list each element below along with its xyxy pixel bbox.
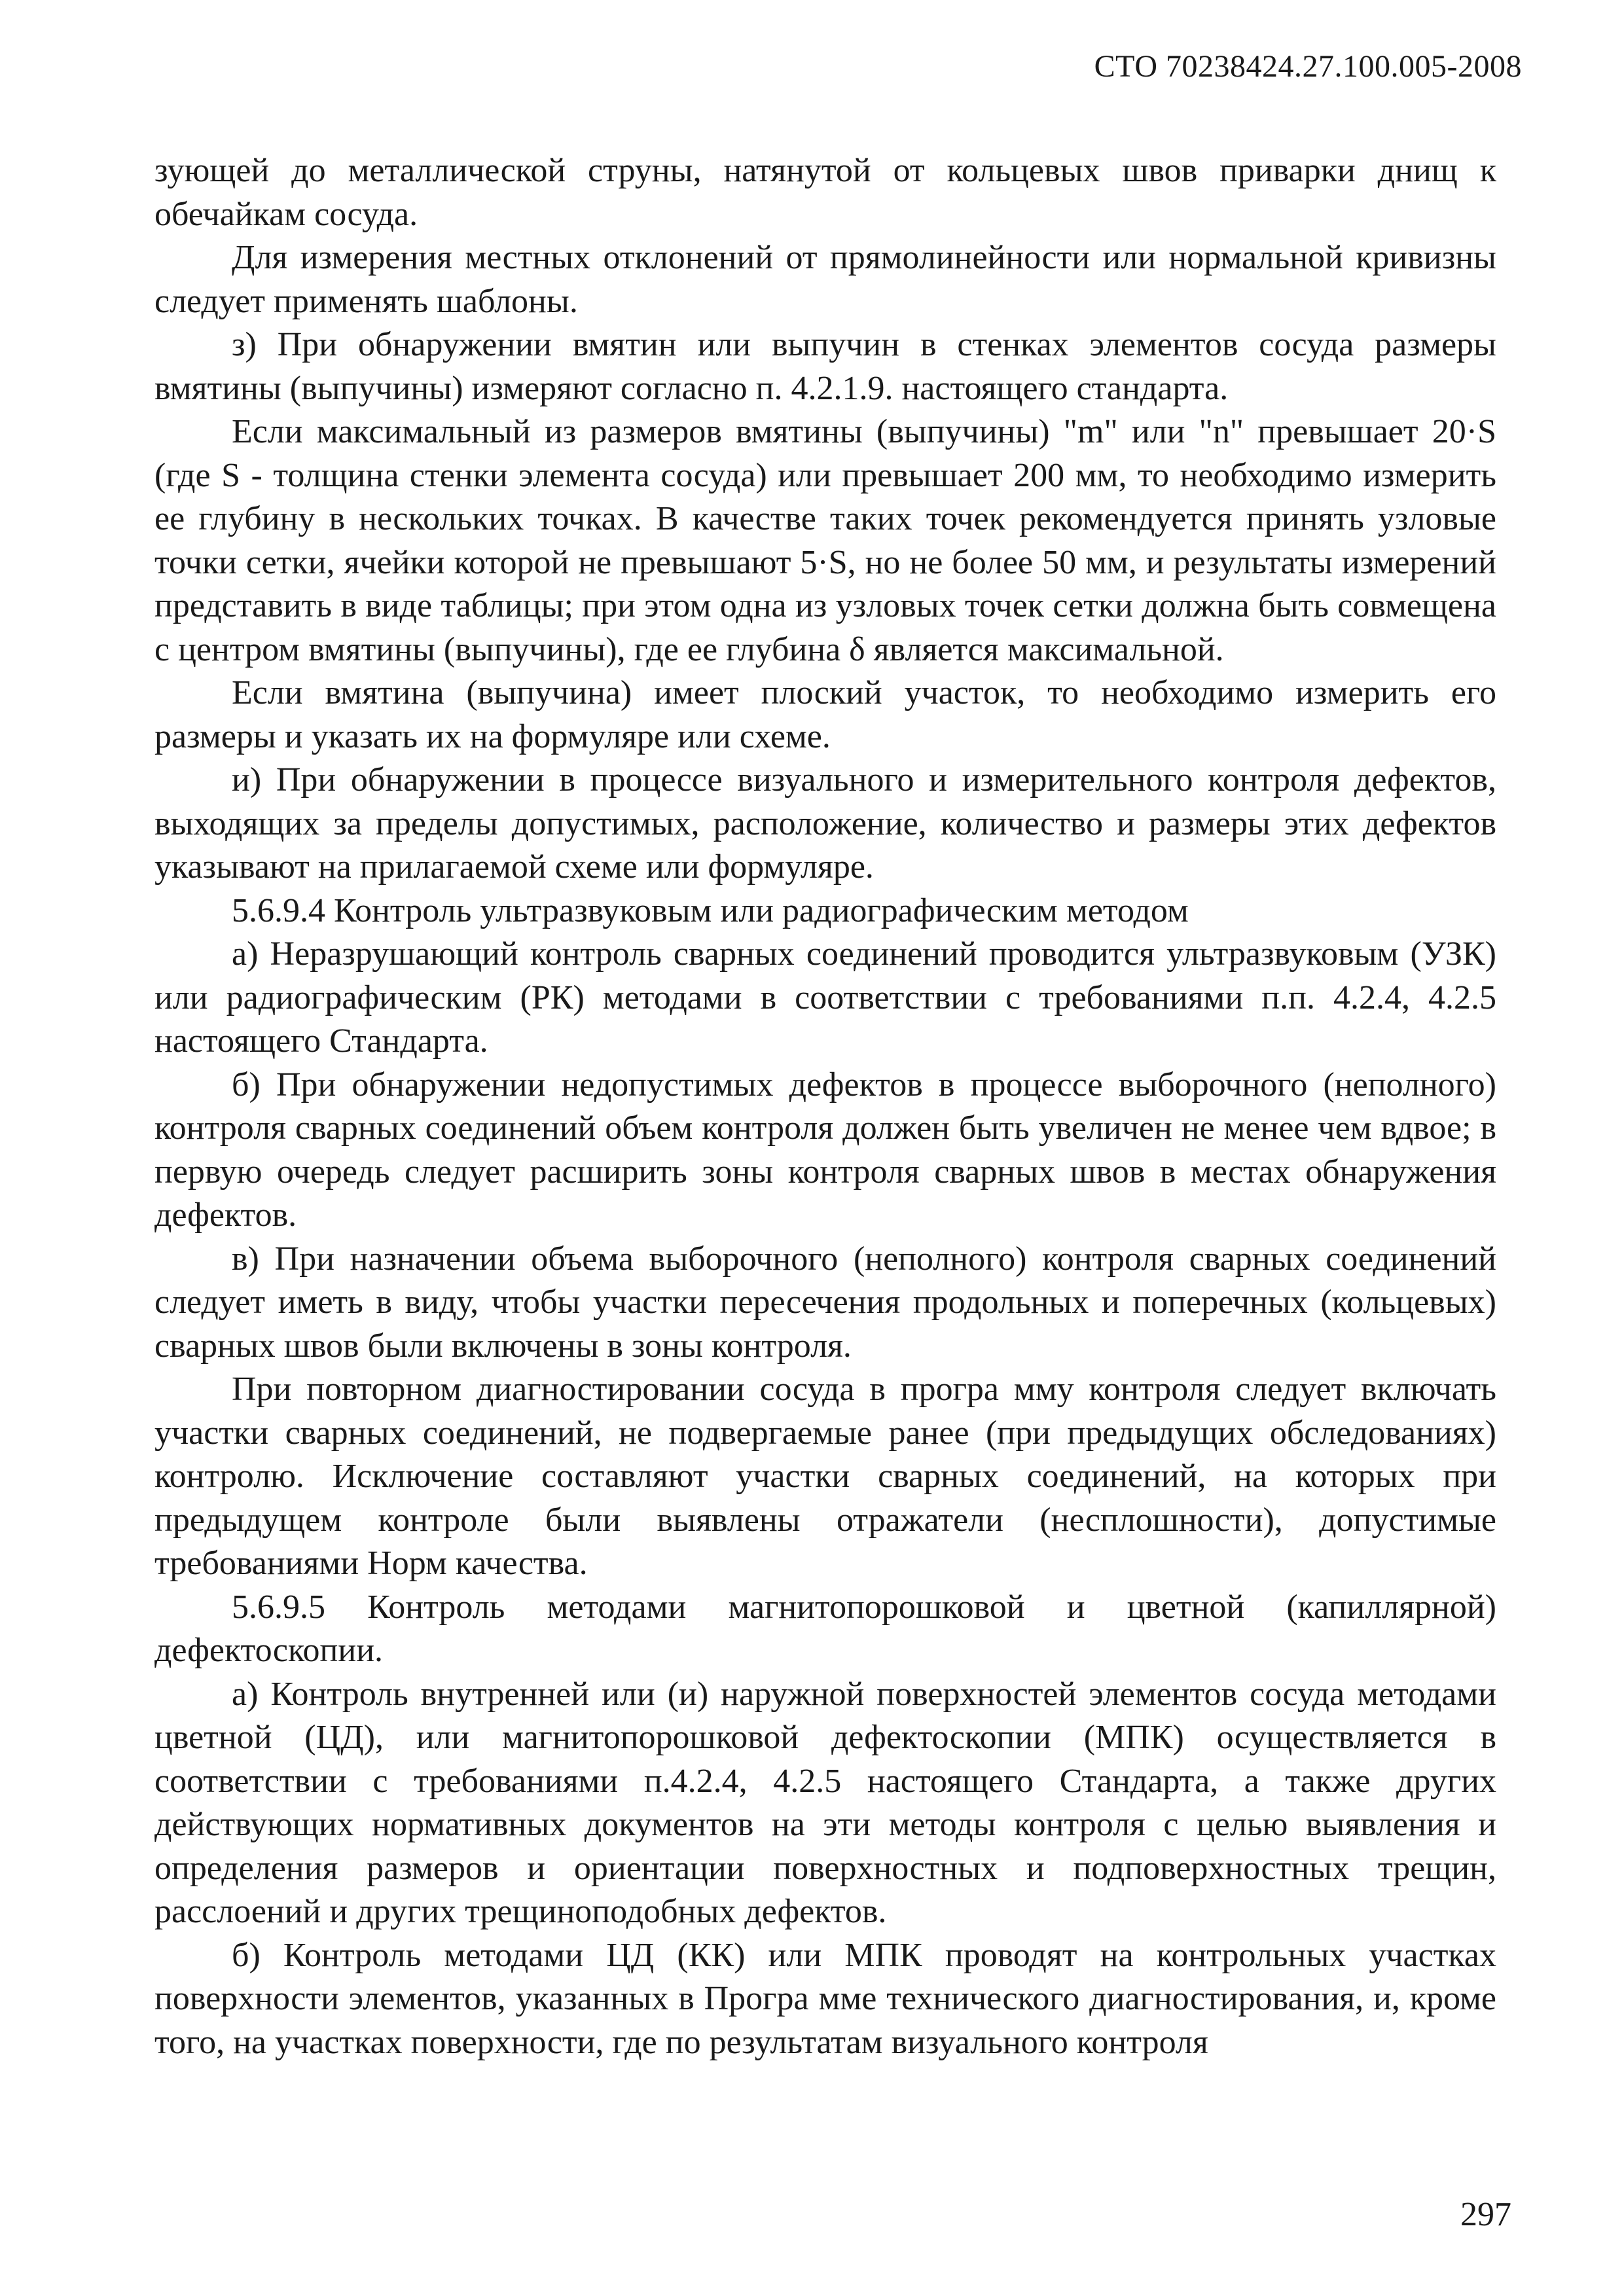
paragraph-item-z: з) При обнаружении вмятин или выпучин в стенках элементов сосуда размеры вмятины (выпучины) измеряют согласно п. 4.2.1.9. настоящего стандарта. [154, 326, 1496, 407]
paragraph-item-b-defects: б) При обнаружении недопустимых дефектов в процессе выборочного (неполного) контроля сварных соединений объем контроля должен быть увеличен не менее чем вдвое; в первую очередь следует расширить зоны контроля сварных швов в местах обнаружения дефектов. [154, 1066, 1496, 1234]
paragraph-dent-measurement: Если максимальный из размеров вмятины (выпучины) "m" или "n" превышает 20·S (где S - толщина стенки элемента сосуда) или превышает 200 мм, то необходимо измерить ее глубину в нескольких точках. В качестве таких точек рекомендуется принять узловые точки сетки, ячейки которой не превышают 5·S, но не более 50 мм, и результаты измерений представить в виде таблицы; при этом одна из узловых точек сетки должна быть совмещена с центром вмятины (выпучины), где ее глубина δ является максимальной. [154, 413, 1496, 668]
section-heading-5-6-9-4: 5.6.9.4 Контроль ультразвуковым или радиографическим методом [232, 891, 1189, 929]
paragraph-item-i: и) При обнаружении в процессе визуального и измерительного контроля дефектов, выходящих за пределы допустимых, расположение, количество и размеры этих дефектов указывают на прилагаемой схеме или формуляре. [154, 761, 1496, 886]
paragraph-repeat-diagnostics: При повторном диагностировании сосуда в програ мму контроля следует включать участки сварных соединений, не подвергаемые ранее (при предыдущих обследованиях) контролю. Исключение составляют участки сварных соединений, на которых при предыдущем контроле были выявлены отражатели (несплошности), допустимые требованиями Норм качества. [154, 1371, 1496, 1582]
paragraph-templates: Для измерения местных отклонений от прямолинейности или нормальной кривизны следует применять шаблоны. [154, 239, 1496, 320]
section-heading-5-6-9-5: 5.6.9.5 Контроль методами магнитопорошковой и цветной (капиллярной) дефектоскопии. [154, 1588, 1496, 1669]
paragraph-item-a-surface: а) Контроль внутренней или (и) наружной поверхностей элементов сосуда методами цветной (ЦД), или магнитопорошковой дефектоскопии (МПК) осуществляется в соответствии с требованиями п.4.2.4, 4.2.5 настоящего Стандарта, а также других действующих нормативных документов на эти методы контроля с целью выявления и определения размеров и ориентации поверхностных и подповерхностных трещин, расслоений и других трещиноподобных дефектов. [154, 1675, 1496, 1930]
paragraph-item-b-control: б) Контроль методами ЦД (КК) или МПК проводят на контрольных участках поверхности элементов, указанных в Програ мме технического диагностирования, и, кроме того, на участках поверхности, где по результатам визуального контроля [154, 1936, 1496, 2061]
document-code-header: СТО 70238424.27.100.005-2008 [1094, 49, 1522, 84]
paragraph-item-v-scope: в) При назначении объема выборочного (неполного) контроля сварных соединений следует иметь в виду, чтобы участки пересечения продольных и поперечных (кольцевых) сварных швов были включены в зоны контроля. [154, 1240, 1496, 1365]
paragraph-continuation: зующей до металлической струны, натянутой от кольцевых швов приварки днищ к обечайкам сосуда. [154, 152, 1496, 233]
paragraph-flat-section: Если вмятина (выпучина) имеет плоский участок, то необходимо измерить его размеры и указать их на формуляре или схеме. [154, 674, 1496, 755]
page-body [154, 149, 1496, 2064]
paragraph-item-a-ultrasonic: а) Неразрушающий контроль сварных соединений проводится ультразвуковым (УЗК) или радиографическим (РК) методами в соответствии с требованиями п.п. 4.2.4, 4.2.5 настоящего Стандарта. [154, 935, 1496, 1060]
page-number: 297 [1460, 2196, 1511, 2233]
